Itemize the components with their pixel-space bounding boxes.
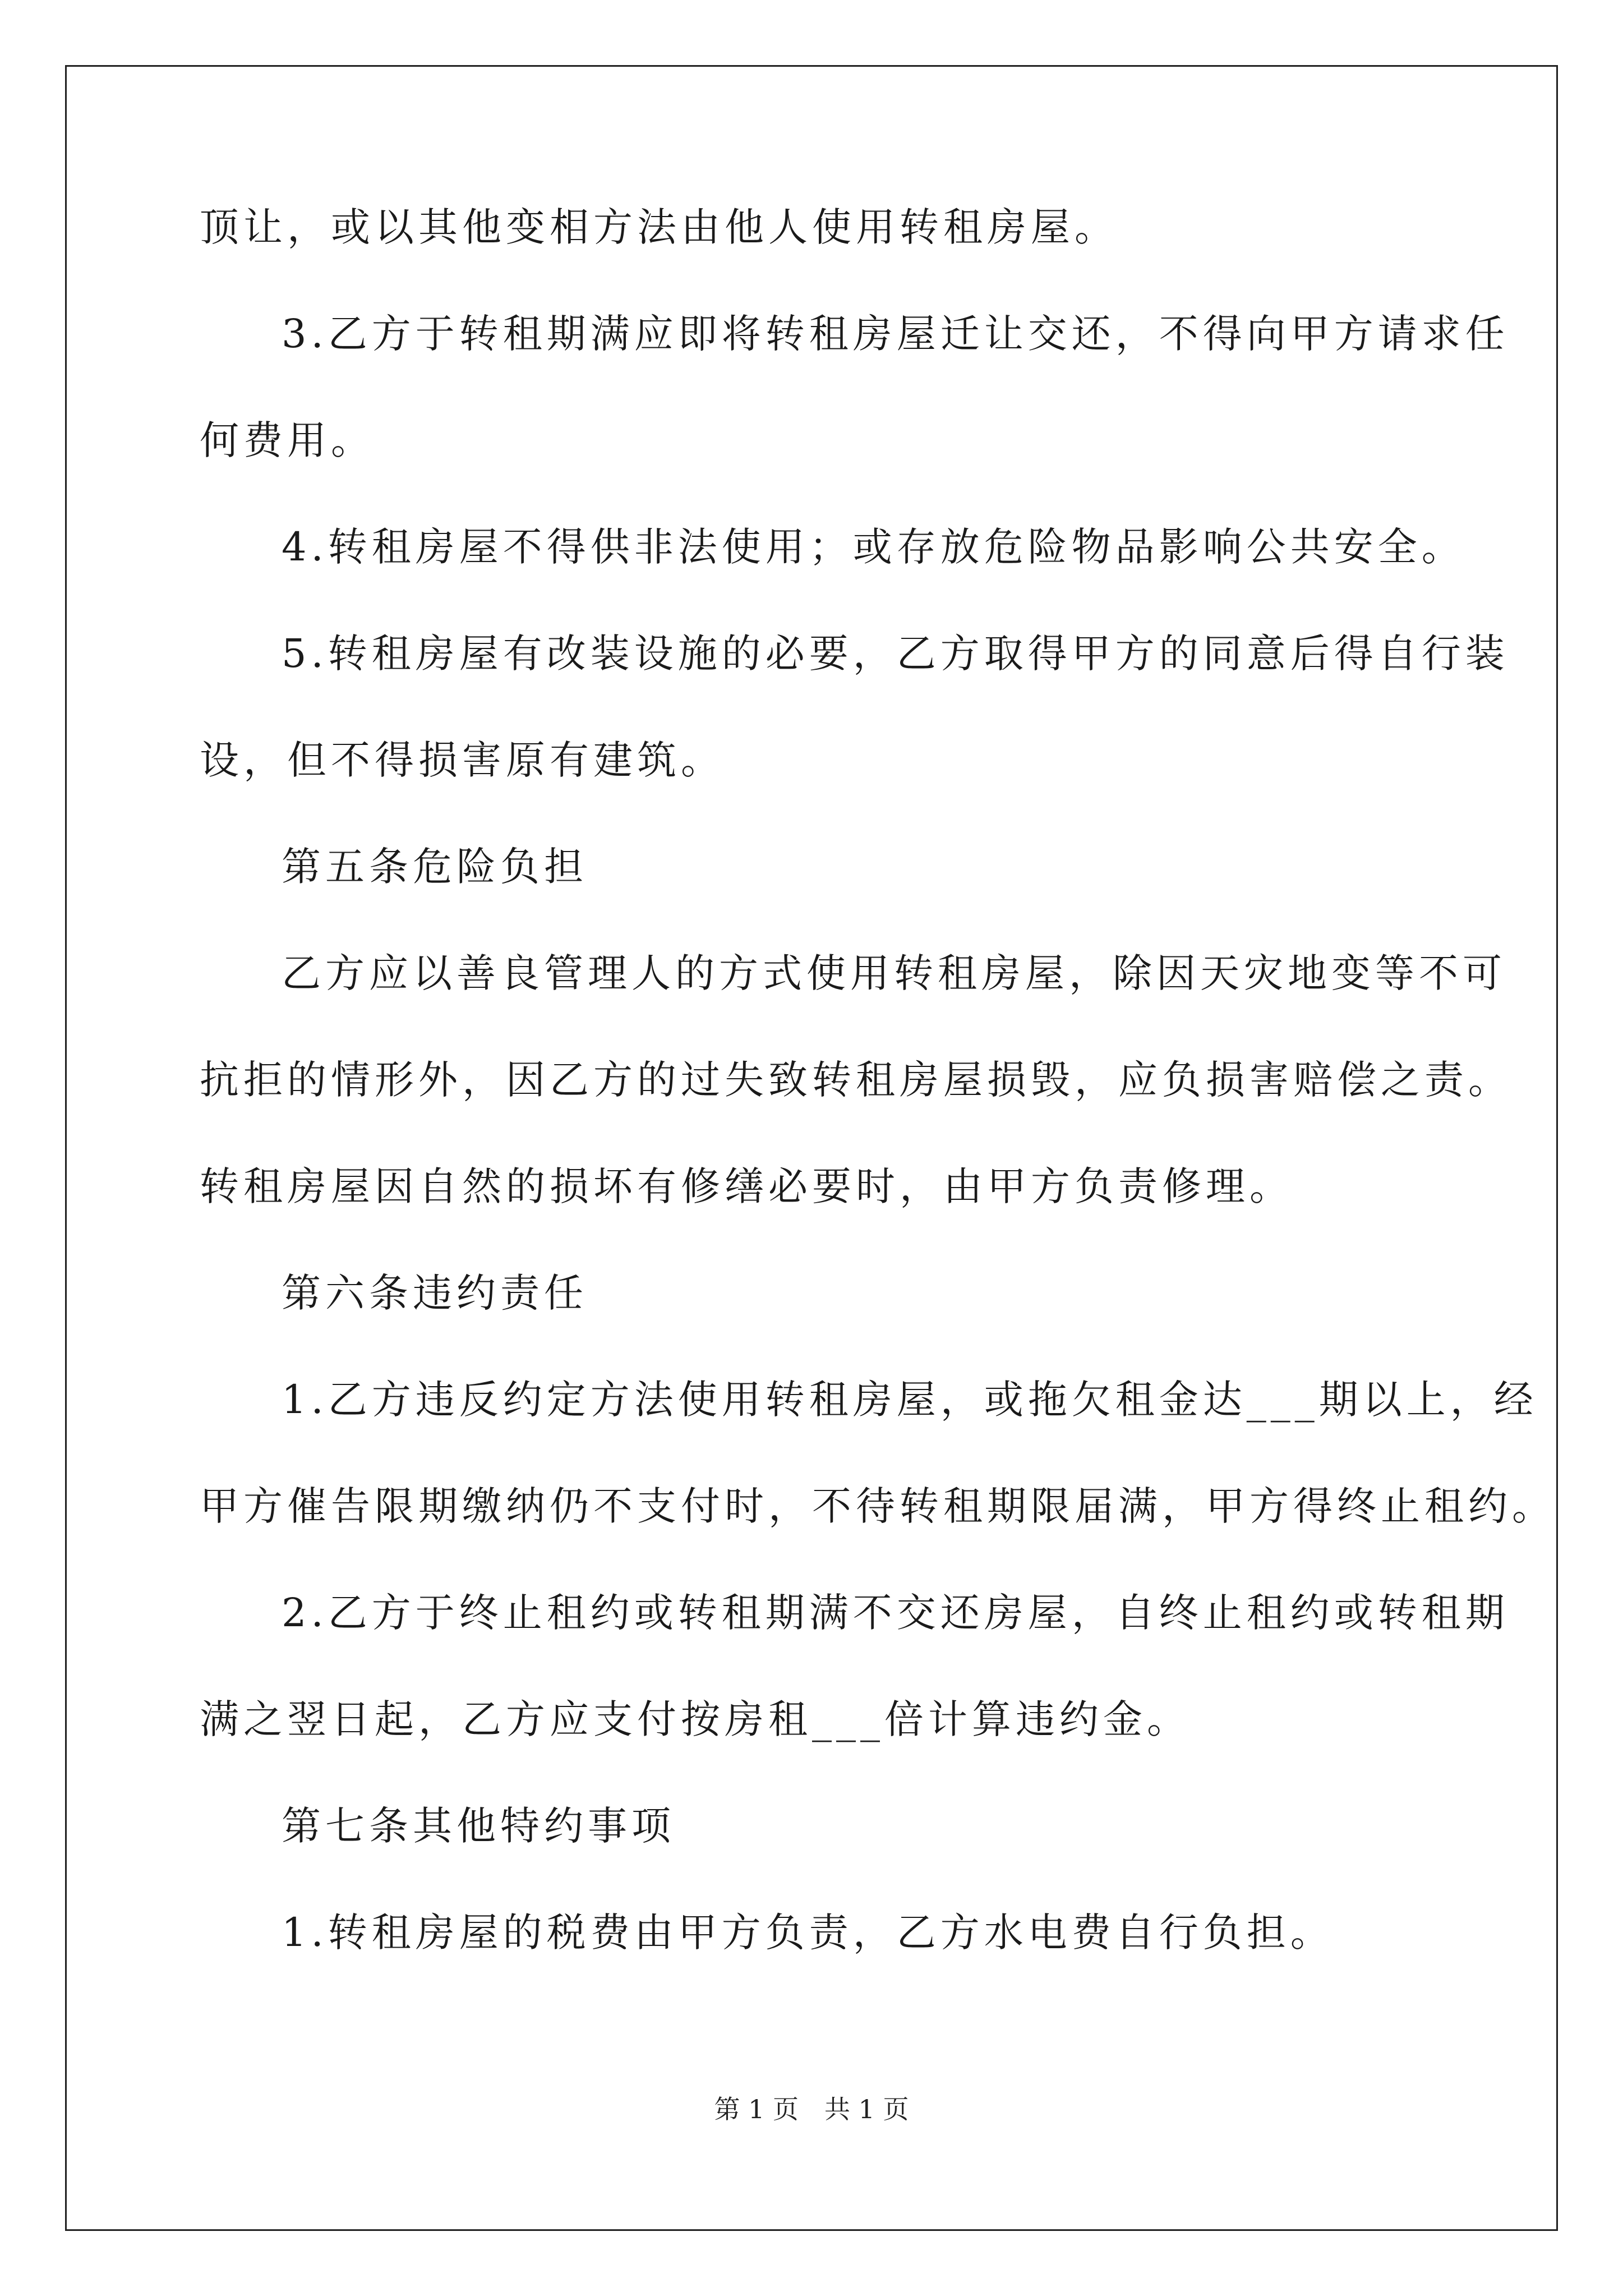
section-heading: 第六条违约责任 [282, 1270, 588, 1316]
text-line: 抗拒的情形外，因乙方的过失致转租房屋损毁，应负损害赔偿之责。 [200, 1057, 1512, 1103]
text-line: 5.转租房屋有改装设施的必要，乙方取得甲方的同意后得自行装 [282, 631, 1509, 677]
text-line: 顶让，或以其他变相方法由他人使用转租房屋。 [200, 204, 1118, 250]
text-line: 1.乙方违反约定方法使用转租房屋，或拖欠租金达___期以上，经 [282, 1377, 1538, 1423]
section-heading: 第七条其他特约事项 [282, 1803, 675, 1849]
text-line: 设，但不得损害原有建筑。 [200, 737, 725, 783]
section-heading: 第五条危险负担 [282, 844, 588, 890]
text-line: 4.转租房屋不得供非法使用；或存放危险物品影响公共安全。 [282, 524, 1465, 570]
text-line: 乙方应以善良管理人的方式使用转租房屋，除因天灾地变等不可 [282, 950, 1506, 996]
text-line: 转租房屋因自然的损坏有修缮必要时，由甲方负责修理。 [200, 1163, 1293, 1209]
text-line: 甲方催告限期缴纳仍不支付时，不待转租期限届满，甲方得终止租约。 [200, 1483, 1556, 1529]
text-line: 何费用。 [200, 417, 375, 463]
text-line: 2.乙方于终止租约或转租期满不交还房屋，自终止租约或转租期 [282, 1590, 1509, 1636]
page-number: 第 1 页 共 1 页 [714, 2094, 909, 2124]
text-line: 1.转租房屋的税费由甲方负责，乙方水电费自行负担。 [282, 1910, 1334, 1955]
page-border [65, 65, 1558, 2231]
text-line: 满之翌日起，乙方应支付按房租___倍计算违约金。 [200, 1696, 1191, 1742]
text-line: 3.乙方于转租期满应即将转租房屋迁让交还，不得向甲方请求任 [282, 311, 1509, 357]
